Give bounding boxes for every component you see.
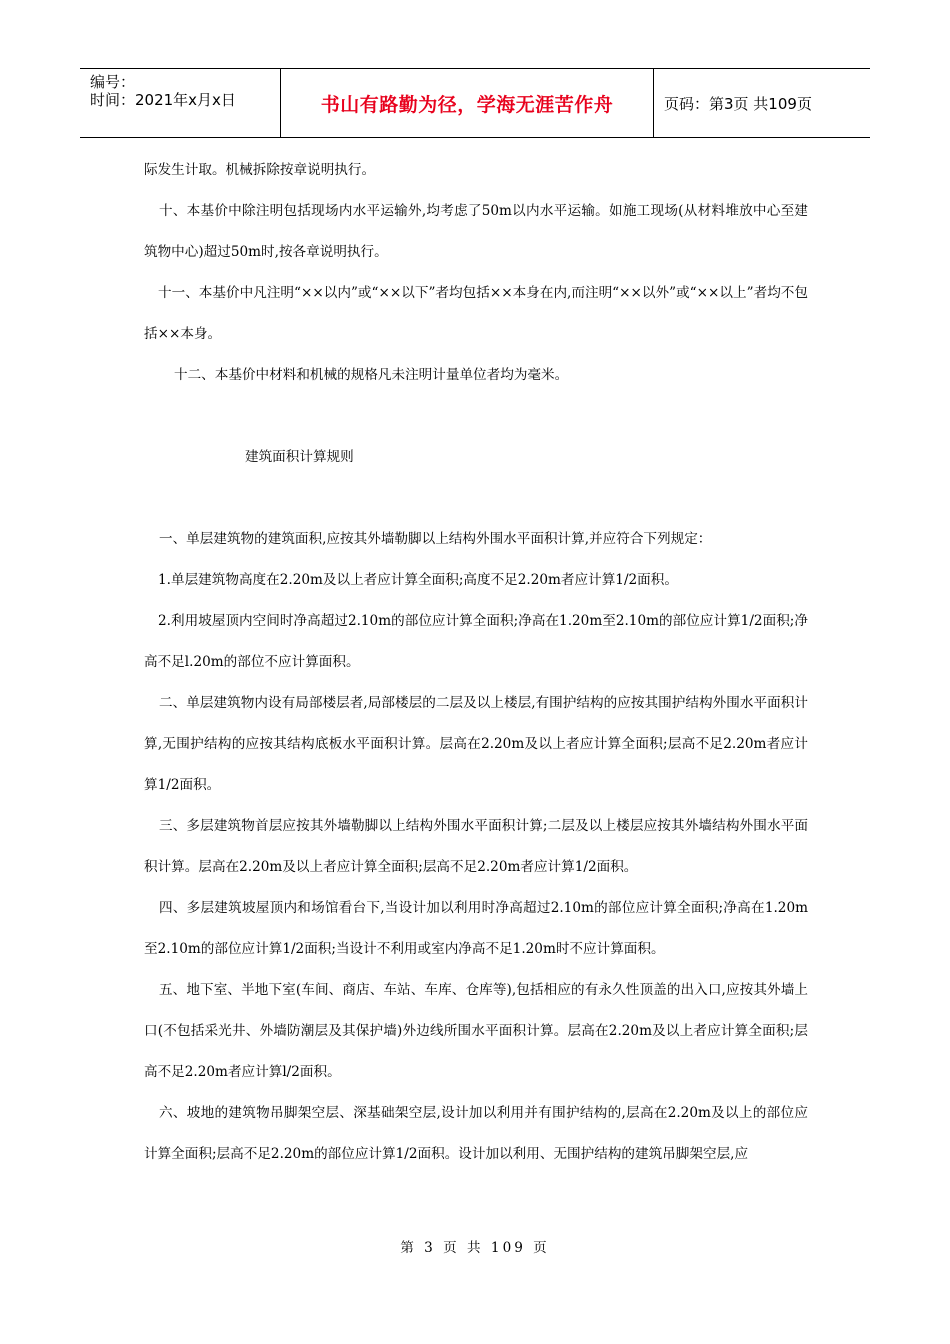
date-label: 时间：2021年x月x日 xyxy=(90,91,236,109)
header-page-info: 页码：第3页 共109页 xyxy=(664,94,812,113)
paragraph: 四、多层建筑坡屋顶内和场馆看台下,当设计加以利用时净高超过2.10m的部位应计算全面积;净高在1.20m至2.10m的部位应计算1/2面积;当设计不利用或室内净高不足1.20m时不应计算面积。 xyxy=(144,900,808,957)
paragraph: 一、单层建筑物的建筑面积,应按其外墙勒脚以上结构外围水平面积计算,并应符合下列规定： xyxy=(159,531,712,547)
paragraph: 五、地下室、半地下室(车间、商店、车站、车库、仓库等),包括相应的有永久性顶盖的出入口,应按其外墙上口(不包括采光井、外墙防潮层及其保护墙)外边线所围水平面积计算。层高在2.20m及以上者应计算全面积;层高不足2.20m者应计算l/2面积。 xyxy=(144,982,808,1080)
paragraph: 二、单层建筑物内设有局部楼层者,局部楼层的二层及以上楼层,有围护结构的应按其围护结构外围水平面积计算,无围护结构的应按其结构底板水平面积计算。层高在2.20m及以上者应计算全面积;层高不足2.20m者应计算1/2面积。 xyxy=(144,695,808,793)
serial-number-label: 编号： xyxy=(90,73,136,91)
paragraph: 2.利用坡屋顶内空间时净高超过2.10m的部位应计算全面积;净高在1.20m至2.10m的部位应计算1/2面积;净高不足l.20m的部位不应计算面积。 xyxy=(144,613,808,670)
header-page-cell xyxy=(654,69,870,137)
page-footer xyxy=(0,1236,950,1256)
header-meta-cell xyxy=(80,69,281,137)
header-motto: 书山有路勤为径，学海无涯苦作舟 xyxy=(320,93,614,116)
paragraph: 十、本基价中除注明包括现场内水平运输外,均考虑了50m以内水平运输。如施工现场(从材料堆放中心至建筑物中心)超过50m时,按各章说明执行。 xyxy=(144,203,808,260)
document-body xyxy=(144,150,808,1175)
page-header xyxy=(80,68,870,138)
paragraph: 际发生计取。机械拆除按章说明执行。 xyxy=(144,162,376,178)
paragraph: 三、多层建筑物首层应按其外墙勒脚以上结构外围水平面积计算;二层及以上楼层应按其外墙结构外围水平面积计算。层高在2.20m及以上者应计算全面积;层高不足2.20m者应计算1/2面积。 xyxy=(144,818,808,875)
section-heading: 建筑面积计算规则 xyxy=(245,449,354,465)
paragraph: 1.单层建筑物高度在2.20m及以上者应计算全面积;高度不足2.20m者应计算1/2面积。 xyxy=(158,572,678,588)
paragraph: 六、坡地的建筑物吊脚架空层、深基础架空层,设计加以利用并有围护结构的,层高在2.20m及以上的部位应计算全面积;层高不足2.20m的部位应计算1/2面积。设计加以利用、无围护结构的建筑吊脚架空层,应 xyxy=(144,1105,808,1162)
header-motto-cell xyxy=(281,69,654,137)
footer-page-number: 第 3 页 共 109 页 xyxy=(400,1240,550,1256)
paragraph: 十二、本基价中材料和机械的规格凡未注明计量单位者均为毫米。 xyxy=(174,367,569,383)
paragraph: 十一、本基价中凡注明“××以内”或“××以下”者均包括××本身在内,而注明“××以外”或“××以上”者均不包括××本身。 xyxy=(144,285,808,342)
